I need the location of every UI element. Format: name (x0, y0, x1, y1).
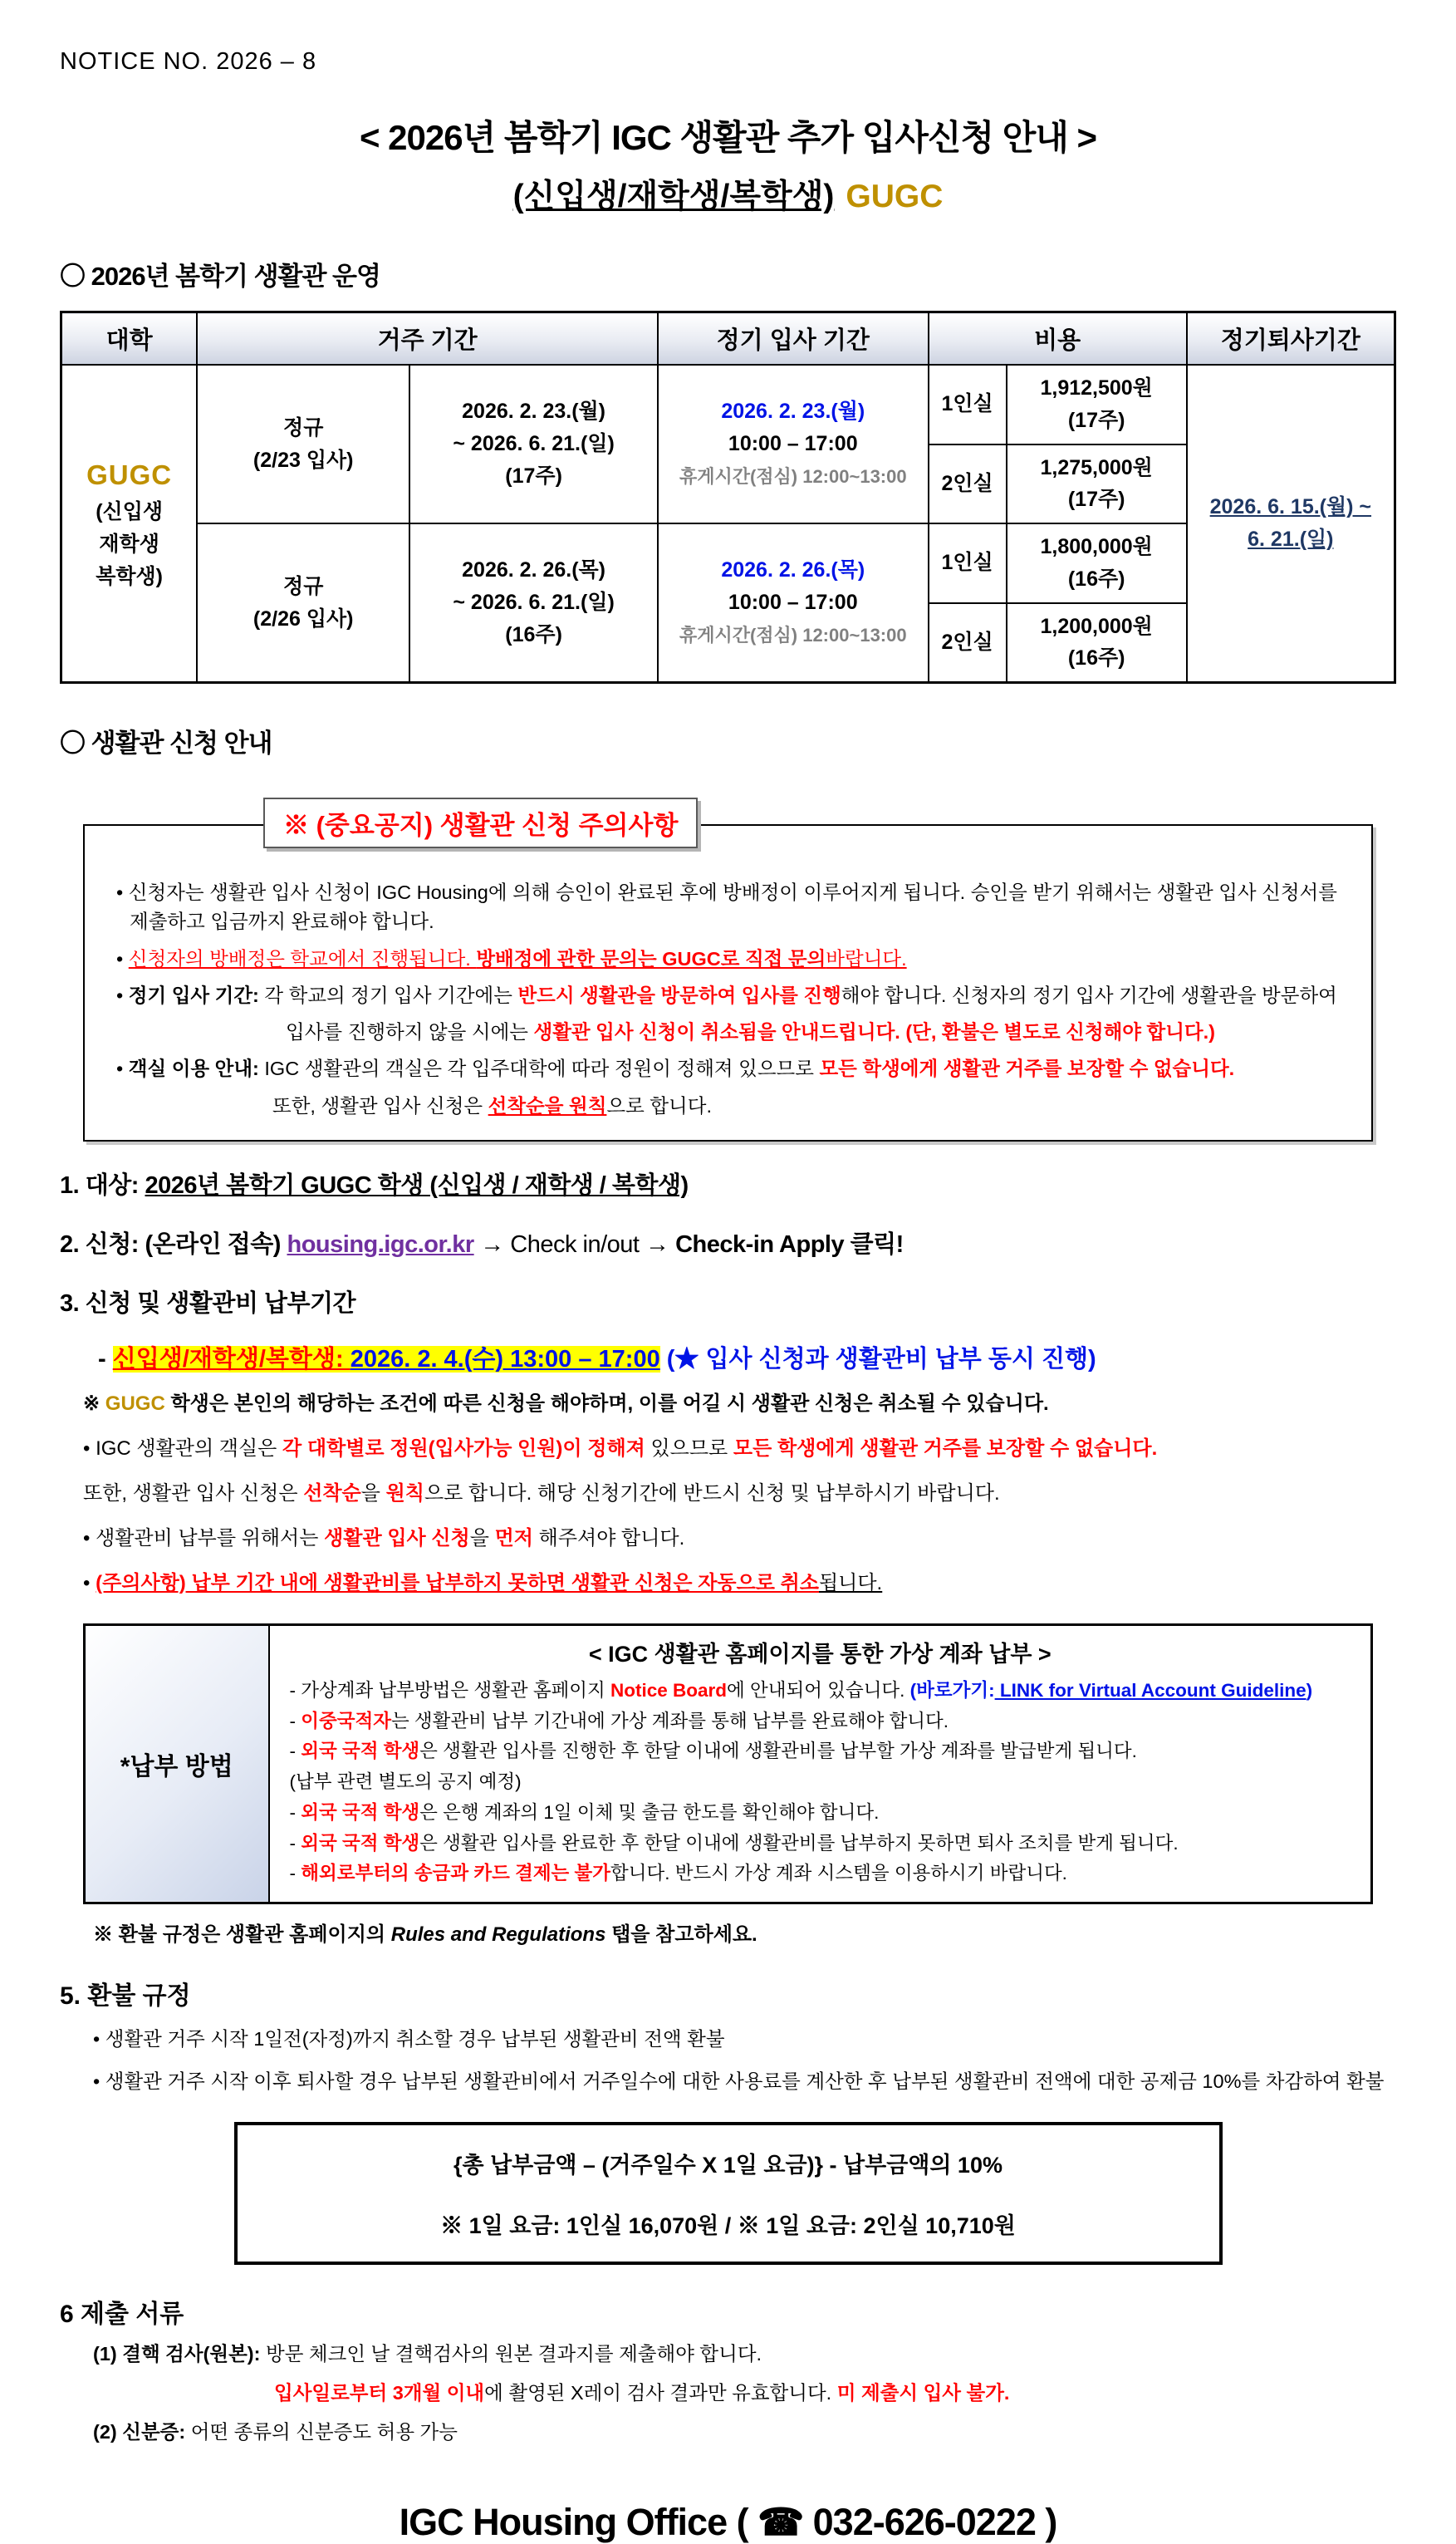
payment-line (287, 1737, 1355, 1766)
section-operation-heading: 〇 2026년 봄학기 생활관 운영 (60, 262, 380, 291)
text-segment: 또한, 생활관 입사 신청은 (83, 1481, 304, 1505)
text-segment: • (116, 984, 129, 1006)
room-type-cell: 2인실 (929, 603, 1007, 683)
text-segment: 에 촬영된 X레이 검사 결과만 유효합니다. (484, 2381, 837, 2404)
notice-number: NOTICE NO. 2026 – 8 (60, 48, 317, 75)
text-segment: (1) 결핵 검사(원본): (93, 2342, 261, 2365)
residence-dates-cell: 2026. 2. 23.(월) ~ 2026. 6. 21.(일) (17주) (409, 365, 658, 523)
text-segment: (주의사항) 납부 기간 내에 생활관비를 납부하지 못하면 생활관 신청은 자동으로 취소 (96, 1571, 819, 1594)
text-segment: Notice Board (610, 1679, 728, 1701)
payment-line (287, 1829, 1355, 1858)
text-segment: 신청자의 방배정은 학교에서 진행됩니다. (128, 947, 477, 970)
text-segment: 입사를 진행하지 않을 시에는 (286, 1021, 534, 1043)
col-cost: 비용 (929, 312, 1187, 366)
price-cell: 1,200,000원 (16주) (1007, 603, 1187, 683)
text-segment: Rules and Regulations (390, 1923, 606, 1946)
payment-method-label: *납부 방법 (85, 1624, 269, 1903)
text-segment: • 신청자는 생활관 입사 신청이 IGC Housing에 의해 승인이 완료된 후에 방배정이 이루어지게 됩니다. 승인을 받기 위해서는 생활관 입사 신청서를 제출하고 입금까지 완료해야 합니다. (116, 882, 1337, 933)
text-segment: 2026. 2. 4.(수) 13:00 – 17:00 (350, 1345, 660, 1373)
text-segment: - (289, 1863, 301, 1884)
text-segment: • IGC 생활관의 객실은 (83, 1437, 283, 1460)
text-segment: 은 생활관 입사를 완료한 후 한달 이내에 생활관비를 납부하지 못하면 퇴사 조치를 받게 됩니다. (419, 1832, 1179, 1854)
text-segment: 3. 신청 및 생활관비 납부기간 (60, 1289, 356, 1317)
important-notice-title: ※ (중요공지) 생활관 신청 주의사항 (263, 798, 698, 848)
text-segment: 는 생활관비 납부 기간내에 가상 계좌를 통해 납부를 완료해야 합니다. (390, 1710, 949, 1731)
payment-method-box (83, 1623, 1373, 1904)
text-segment: 정기 입사 기간: (128, 984, 259, 1006)
page-title: < 2026년 봄학기 IGC 생활관 추가 입사신청 안내 > (359, 118, 1097, 157)
col-residence-period: 거주 기간 (197, 312, 658, 366)
text-segment: 반드시 생활관을 방문하여 입사를 진행 (517, 984, 841, 1006)
text-segment: • (116, 1058, 129, 1080)
text-segment: 외국 국적 학생 (301, 1741, 420, 1762)
period-cell: 정규 (2/26 입사) (197, 523, 409, 683)
subtitle-audience: (신입생/재학생/복학생) (512, 179, 835, 214)
text-segment: (★ 입사 신청과 생활관비 납부 동시 진행) (659, 1345, 1096, 1373)
text-segment: 모든 학생에게 생활관 거주를 보장할 수 없습니다. (733, 1437, 1158, 1460)
text-segment: • 생활관비 납부를 위해서는 (83, 1526, 325, 1549)
university-sub2: 재학생 (99, 533, 159, 557)
notice-bullet (110, 981, 1350, 1010)
notice-bullet-cont (110, 1092, 1350, 1121)
text-segment: 에 안내되어 있습니다. (727, 1679, 910, 1701)
document-item-tb-test (93, 2340, 1396, 2369)
item3-note (83, 1524, 1396, 1554)
text-segment: (납부 관련 별도의 공지 예정) (289, 1771, 522, 1792)
price-cell: 1,912,500원 (17주) (1007, 365, 1187, 444)
payment-line (287, 1799, 1355, 1827)
text-segment: • (116, 947, 129, 970)
text-segment: - (289, 1801, 301, 1823)
text-segment: 있으므로 (645, 1437, 733, 1460)
text-segment: 선착순 (303, 1481, 361, 1505)
text-segment: - (289, 1832, 301, 1854)
payment-line (287, 1859, 1355, 1888)
virtual-account-guideline-link[interactable]: LINK for Virtual Account Guideline (994, 1679, 1306, 1701)
text-segment: IGC 생활관의 객실은 각 입주대학에 따라 정원이 정해져 있으므로 (258, 1058, 820, 1080)
notice-bullet (110, 1054, 1350, 1083)
text-segment: Check-in Apply 클릭! (675, 1230, 904, 1258)
text-segment: 입사일로부터 3개월 이내 (274, 2381, 485, 2404)
text-segment: 을 (469, 1526, 495, 1549)
university-name: GUGC (86, 459, 173, 491)
text-segment: 이중국적자 (301, 1710, 391, 1731)
text-segment: (바로가기: (909, 1679, 995, 1701)
text-segment: • (83, 1571, 96, 1594)
col-checkin-period: 정기 입사 기간 (658, 312, 928, 366)
text-segment: GUGC (105, 1392, 165, 1415)
section-refund-heading: 5. 환불 규정 (60, 1982, 191, 2010)
payment-line (287, 1707, 1355, 1736)
room-type-cell: 1인실 (929, 365, 1007, 444)
table-row (61, 365, 1395, 444)
text-segment: 객실 이용 안내: (128, 1058, 259, 1080)
text-segment: 탭을 참고하세요. (605, 1923, 757, 1946)
text-segment: 학생은 본인의 해당하는 조건에 따른 신청을 해야하며, 이를 어길 시 생활관 신청은 취소될 수 있습니다. (164, 1392, 1049, 1415)
section-documents-heading: 6 제출 서류 (60, 2300, 184, 2328)
checkout-cell: 2026. 6. 15.(월) ~ 6. 21.(일) (1187, 365, 1395, 683)
payment-line (287, 1677, 1355, 1705)
text-segment: 2. 신청: (온라인 접속) (60, 1230, 287, 1258)
item-target (60, 1166, 1396, 1201)
payment-box-title: < IGC 생활관 홈페이지를 통한 가상 계좌 납부 > (588, 1641, 1052, 1667)
text-segment: 먼저 (494, 1526, 533, 1549)
text-segment: 또한, 생활관 입사 신청은 (272, 1094, 488, 1117)
text-segment: 각 대학별로 정원(입사가능 인원)이 정해져 (282, 1437, 645, 1460)
text-segment: 생활관 입사 신청 (324, 1526, 470, 1549)
text-segment: 모든 학생에게 생활관 거주를 보장할 수 없습니다. (819, 1058, 1235, 1080)
item-payment-period (60, 1284, 1396, 1319)
text-segment: 1. 대상: (60, 1171, 145, 1199)
document-item-id (93, 2418, 1396, 2447)
daily-rate-note: ※ 1일 요금: 1인실 16,070원 / ※ 1일 요금: 2인실 10,710원 (440, 2212, 1016, 2238)
text-segment: 생활관 입사 신청이 취소됨을 안내드립니다. (단, 환불은 별도로 신청해야 합니다.) (533, 1021, 1215, 1043)
text-segment: 미 제출시 입사 불가. (836, 2381, 1010, 2404)
text-segment: → Check in/out → (473, 1230, 676, 1258)
text-segment: 방배정에 관한 문의는 GUGC로 직접 문의 (476, 947, 826, 970)
important-notice-box (83, 811, 1373, 1142)
text-segment: 각 학교의 정기 입사 기간에는 (258, 984, 518, 1006)
price-cell: 1,275,000원 (17주) (1007, 444, 1187, 524)
text-segment: 은 은행 계좌의 1일 이체 및 출금 한도를 확인해야 합니다. (419, 1801, 880, 1823)
text-segment: 선착순을 원칙 (488, 1094, 607, 1117)
text-segment: - 가상계좌 납부방법은 생활관 홈페이지 (289, 1679, 611, 1701)
text-segment: 어떤 종류의 신분증도 허용 가능 (185, 2421, 458, 2443)
document-item-tb-test-cont (274, 2379, 1396, 2408)
room-type-cell: 2인실 (929, 444, 1007, 524)
section-apply-heading: 〇 생활관 신청 안내 (60, 729, 272, 758)
text-segment: - (98, 1345, 113, 1373)
text-segment: ※ (83, 1392, 105, 1415)
text-segment: 2026년 봄학기 GUGC 학생 (신입생 / 재학생 / 복학생) (145, 1171, 689, 1199)
item3-note (83, 1569, 1396, 1599)
text-segment: 방문 체크인 날 결핵검사의 원본 결과지를 제출해야 합니다. (260, 2342, 762, 2365)
university-cell (61, 365, 198, 683)
text-segment: 해주셔야 합니다. (532, 1526, 685, 1549)
notice-bullet-cont (110, 1018, 1350, 1047)
text-segment: 합니다. 반드시 가상 계좌 시스템을 이용하시기 바랍니다. (610, 1863, 1067, 1884)
text-segment: 바랍니다. (826, 947, 907, 970)
housing-link[interactable]: housing.igc.or.kr (287, 1230, 474, 1258)
refund-formula: {총 납부금액 – (거주일수 X 1일 요금)} - 납부금액의 10% (453, 2152, 1003, 2178)
text-segment: 원칙 (385, 1481, 424, 1505)
text-segment: 으로 합니다. 해당 신청기간에 반드시 신청 및 납부하시기 바랍니다. (424, 1481, 1000, 1505)
operation-table (60, 311, 1396, 684)
text-segment: 외국 국적 학생 (301, 1832, 420, 1854)
text-segment: 신입생/재학생/복학생: (112, 1345, 351, 1373)
notice-bullet (110, 878, 1350, 937)
refund-bullet: • 생활관 거주 시작 1일전(자정)까지 취소할 경우 납부된 생활관비 전액 환불 (93, 2028, 725, 2050)
page-subtitle (60, 170, 1396, 217)
residence-dates-cell: 2026. 2. 26.(목) ~ 2026. 6. 21.(일) (16주) (409, 523, 658, 683)
item3-note (83, 1434, 1396, 1464)
price-cell: 1,800,000원 (16주) (1007, 523, 1187, 603)
text-segment: 해야 합니다. 신청자의 정기 입사 기간에 생활관을 방문하여 (841, 984, 1337, 1006)
table-header-row (61, 312, 1395, 366)
period-cell: 정규 (2/23 입사) (197, 365, 409, 523)
text-segment: ※ 환불 규정은 생활관 홈페이지의 (93, 1923, 391, 1946)
text-segment: 됩니다. (819, 1571, 883, 1594)
room-type-cell: 1인실 (929, 523, 1007, 603)
subtitle-brand: GUGC (846, 179, 944, 214)
col-checkout-period: 정기퇴사기간 (1187, 312, 1395, 366)
item3-note (83, 1479, 1396, 1509)
housing-office-contact: IGC Housing Office ( ☎ 032-626-0222 ) (399, 2501, 1057, 2544)
university-sub3: 복학생) (96, 564, 164, 588)
payment-method-content (269, 1624, 1372, 1903)
refund-tab-note (93, 1918, 1396, 1947)
text-segment: - (289, 1741, 301, 1762)
text-segment: (2) 신분증: (93, 2421, 186, 2443)
text-segment: ) (1306, 1679, 1313, 1701)
payment-period-highlight (98, 1340, 1396, 1374)
item-apply (60, 1225, 1396, 1260)
payment-line (287, 1768, 1355, 1796)
text-segment: 으로 합니다. (606, 1094, 712, 1117)
checkin-cell: 2026. 2. 23.(월) 10:00 – 17:00 휴게시간(점심) 12:00~13:00 (658, 365, 928, 523)
refund-formula-box (234, 2122, 1223, 2265)
text-segment: 외국 국적 학생 (301, 1801, 420, 1823)
text-segment: 은 생활관 입사를 진행한 후 한달 이내에 생활관비를 납부할 가상 계좌를 발급받게 됩니다. (419, 1741, 1137, 1762)
text-segment: 을 (360, 1481, 386, 1505)
checkin-cell: 2026. 2. 26.(목) 10:00 – 17:00 휴게시간(점심) 12:00~13:00 (658, 523, 928, 683)
university-sub1: (신입생 (96, 500, 164, 524)
refund-bullet: • 생활관 거주 시작 이후 퇴사할 경우 납부된 생활관비에서 거주일수에 대한 사용료를 계산한 후 납부된 생활관비 전액에 대한 공제금 10%를 차감하여 환불 (93, 2070, 1385, 2093)
text-segment: 해외로부터의 송금과 카드 결제는 불가 (301, 1863, 611, 1884)
text-segment: - (289, 1710, 301, 1731)
item3-note (83, 1389, 1396, 1419)
notice-bullet (110, 945, 1350, 974)
col-university: 대학 (61, 312, 198, 366)
